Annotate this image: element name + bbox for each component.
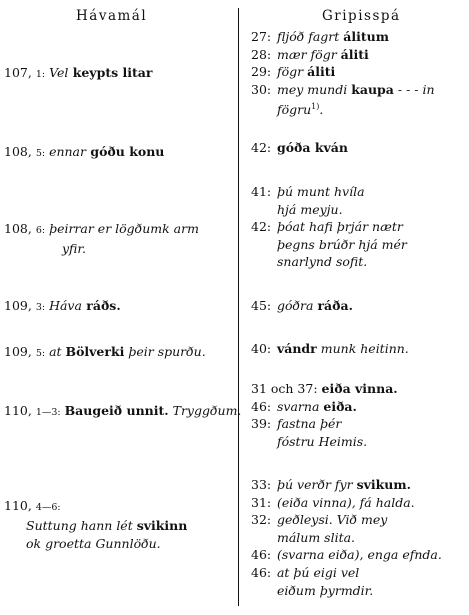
stanza-number: 46: bbox=[251, 547, 272, 563]
quoted-line bbox=[251, 546, 442, 564]
quoted-phrase: kaupa bbox=[351, 81, 394, 97]
stanza-number: 41: bbox=[251, 184, 272, 199]
stanza-number: 42: bbox=[251, 140, 272, 155]
quoted-line bbox=[251, 201, 407, 219]
gripisspa-entry bbox=[251, 340, 409, 358]
line-reference: 3: bbox=[35, 302, 46, 313]
quoted-phrase: eiða. bbox=[323, 398, 357, 414]
quoted-line bbox=[251, 28, 435, 46]
quoted-line bbox=[251, 63, 435, 81]
havamal-entry bbox=[4, 220, 199, 258]
quoted-phrase-continuation: yfir. bbox=[62, 241, 86, 256]
quoted-phrase: svarna bbox=[276, 398, 324, 414]
quoted-phrase: eiða vinna. bbox=[321, 381, 398, 396]
quoted-phrase: fóstru Heimis. bbox=[276, 433, 368, 449]
stanza-number: 31 och 37: bbox=[251, 381, 318, 396]
quoted-phrase: málum slita. bbox=[276, 529, 356, 545]
stanza-reference: 107, bbox=[4, 65, 32, 80]
line-reference: 1: bbox=[35, 69, 46, 80]
quoted-line bbox=[251, 564, 442, 582]
quoted-phrase: munk heitinn. bbox=[316, 341, 409, 356]
havamal-entry bbox=[4, 343, 206, 363]
quoted-line bbox=[251, 582, 442, 600]
stanza-reference: 110, bbox=[4, 403, 32, 418]
quoted-line bbox=[251, 511, 442, 529]
quoted-phrase: svikum. bbox=[356, 477, 411, 492]
quoted-phrase: snarlynd sofit. bbox=[276, 254, 368, 270]
quoted-phrase: . bbox=[319, 102, 324, 118]
quoted-phrase: hjá meyju. bbox=[276, 201, 343, 217]
quoted-phrase: Suttung hann lét bbox=[26, 518, 137, 533]
quoted-line bbox=[251, 433, 398, 451]
stanza-reference: 109, bbox=[4, 344, 32, 359]
gripisspa-entry bbox=[251, 476, 442, 599]
stanza-number: 27: bbox=[251, 29, 272, 44]
quoted-phrase: ok groetta Gunnlöðu. bbox=[26, 536, 161, 551]
quoted-line bbox=[251, 218, 407, 236]
stanza-number: 31: bbox=[251, 494, 272, 510]
quoted-phrase: Tryggðum. bbox=[168, 403, 242, 418]
quoted-phrase: ráðs. bbox=[81, 298, 121, 313]
column-heading-gripisspa: Gripisspá bbox=[322, 8, 401, 24]
quoted-phrase: þú munt hvíla bbox=[276, 184, 365, 199]
quoted-line bbox=[251, 236, 407, 254]
gripisspa-entry bbox=[251, 139, 348, 157]
quoted-phrase: - - - in bbox=[393, 81, 435, 97]
line-reference: 1—3: bbox=[35, 407, 61, 418]
stanza-number: 39: bbox=[251, 416, 272, 432]
quoted-phrase: mey mundi bbox=[276, 81, 352, 97]
quoted-line bbox=[251, 253, 407, 271]
stanza-number: 46: bbox=[251, 398, 272, 414]
quoted-phrase: fljóð fagrt bbox=[276, 29, 344, 44]
quoted-phrase: áliti bbox=[340, 46, 369, 62]
quoted-phrase: áliti bbox=[307, 64, 336, 80]
gripisspa-entry bbox=[251, 297, 353, 315]
quoted-line bbox=[4, 517, 187, 535]
quoted-line bbox=[251, 380, 398, 398]
stanza-number: 30: bbox=[251, 81, 272, 97]
stanza-reference: 109, bbox=[4, 298, 32, 313]
quoted-phrase: góðu konu bbox=[86, 144, 165, 159]
quoted-phrase: Vel bbox=[49, 65, 69, 80]
quoted-phrase: geðleysi. Við mey bbox=[276, 512, 388, 528]
stanza-reference: 108, bbox=[4, 144, 32, 159]
quoted-line bbox=[251, 297, 353, 315]
quoted-phrase: góðra bbox=[276, 298, 318, 313]
quoted-phrase: ráða. bbox=[317, 298, 353, 313]
quoted-line bbox=[251, 529, 442, 547]
stanza-number: 33: bbox=[251, 477, 272, 492]
quoted-phrase: Baugeið unnit. bbox=[64, 403, 169, 418]
stanza-number: 42: bbox=[251, 219, 272, 235]
quoted-phrase: þeirrar er lögðumk arm bbox=[49, 221, 199, 236]
quoted-line bbox=[251, 415, 398, 433]
line-reference: 5: bbox=[35, 148, 46, 159]
quoted-line bbox=[251, 476, 442, 494]
stanza-number: 40: bbox=[251, 341, 272, 356]
quoted-phrase: eiðum þyrmdir. bbox=[276, 582, 374, 598]
quoted-line bbox=[251, 98, 435, 116]
stanza-reference: 110, bbox=[4, 498, 32, 513]
quoted-phrase: Háva bbox=[49, 298, 82, 313]
gripisspa-entry bbox=[251, 183, 407, 271]
gripisspa-entry bbox=[251, 380, 398, 450]
havamal-entry bbox=[4, 402, 241, 422]
column-divider bbox=[238, 8, 239, 606]
havamal-entry bbox=[4, 297, 121, 317]
quoted-line bbox=[4, 535, 187, 553]
havamal-entry bbox=[4, 497, 187, 553]
quoted-phrase: þeir spurðu. bbox=[124, 344, 206, 359]
quoted-phrase: fastna þér bbox=[276, 416, 342, 432]
stanza-number: 46: bbox=[251, 564, 272, 580]
quoted-phrase: keypts litar bbox=[68, 65, 153, 80]
quoted-phrase: þóat hafi þrjár nætr bbox=[276, 219, 403, 235]
quoted-line bbox=[251, 183, 407, 201]
stanza-number: 28: bbox=[251, 46, 272, 62]
quoted-phrase: góða kván bbox=[276, 140, 348, 155]
footnote-marker: 1) bbox=[311, 102, 320, 112]
quoted-line bbox=[251, 81, 435, 99]
quoted-phrase: (svarna eiða), enga efnda. bbox=[276, 547, 442, 563]
quoted-phrase: svikinn bbox=[136, 518, 188, 533]
line-reference: 5: bbox=[35, 348, 46, 359]
quoted-line bbox=[251, 340, 409, 358]
stanza-number: 32: bbox=[251, 512, 272, 528]
quoted-phrase: þegns brúðr hjá mér bbox=[276, 236, 407, 252]
quoted-phrase: Bölverki bbox=[65, 344, 125, 359]
quoted-phrase: þú verðr fyr bbox=[276, 477, 357, 492]
stanza-reference: 108, bbox=[4, 221, 32, 236]
quoted-phrase: álitum bbox=[343, 29, 389, 44]
stanza-number: 45: bbox=[251, 298, 272, 313]
quoted-phrase: fögr bbox=[276, 64, 308, 80]
quoted-phrase: at bbox=[49, 344, 66, 359]
quoted-phrase: fögru bbox=[276, 102, 312, 118]
quoted-line bbox=[251, 494, 442, 512]
quoted-phrase: (eiða vinna), fá halda. bbox=[276, 494, 415, 510]
line-reference: 4—6: bbox=[35, 502, 61, 513]
havamal-entry bbox=[4, 143, 164, 163]
gripisspa-entry bbox=[251, 28, 435, 116]
quoted-line bbox=[251, 46, 435, 64]
quoted-phrase: at þú eigi vel bbox=[276, 564, 360, 580]
quoted-phrase: vándr bbox=[276, 341, 317, 356]
quoted-phrase: ennar bbox=[49, 144, 86, 159]
quoted-line bbox=[251, 139, 348, 157]
stanza-number: 29: bbox=[251, 64, 272, 80]
line-reference: 6: bbox=[35, 225, 46, 236]
quoted-line bbox=[251, 398, 398, 416]
column-heading-havamal: Hávamál bbox=[76, 8, 148, 24]
quoted-phrase: mær fögr bbox=[276, 46, 341, 62]
havamal-entry bbox=[4, 64, 152, 84]
